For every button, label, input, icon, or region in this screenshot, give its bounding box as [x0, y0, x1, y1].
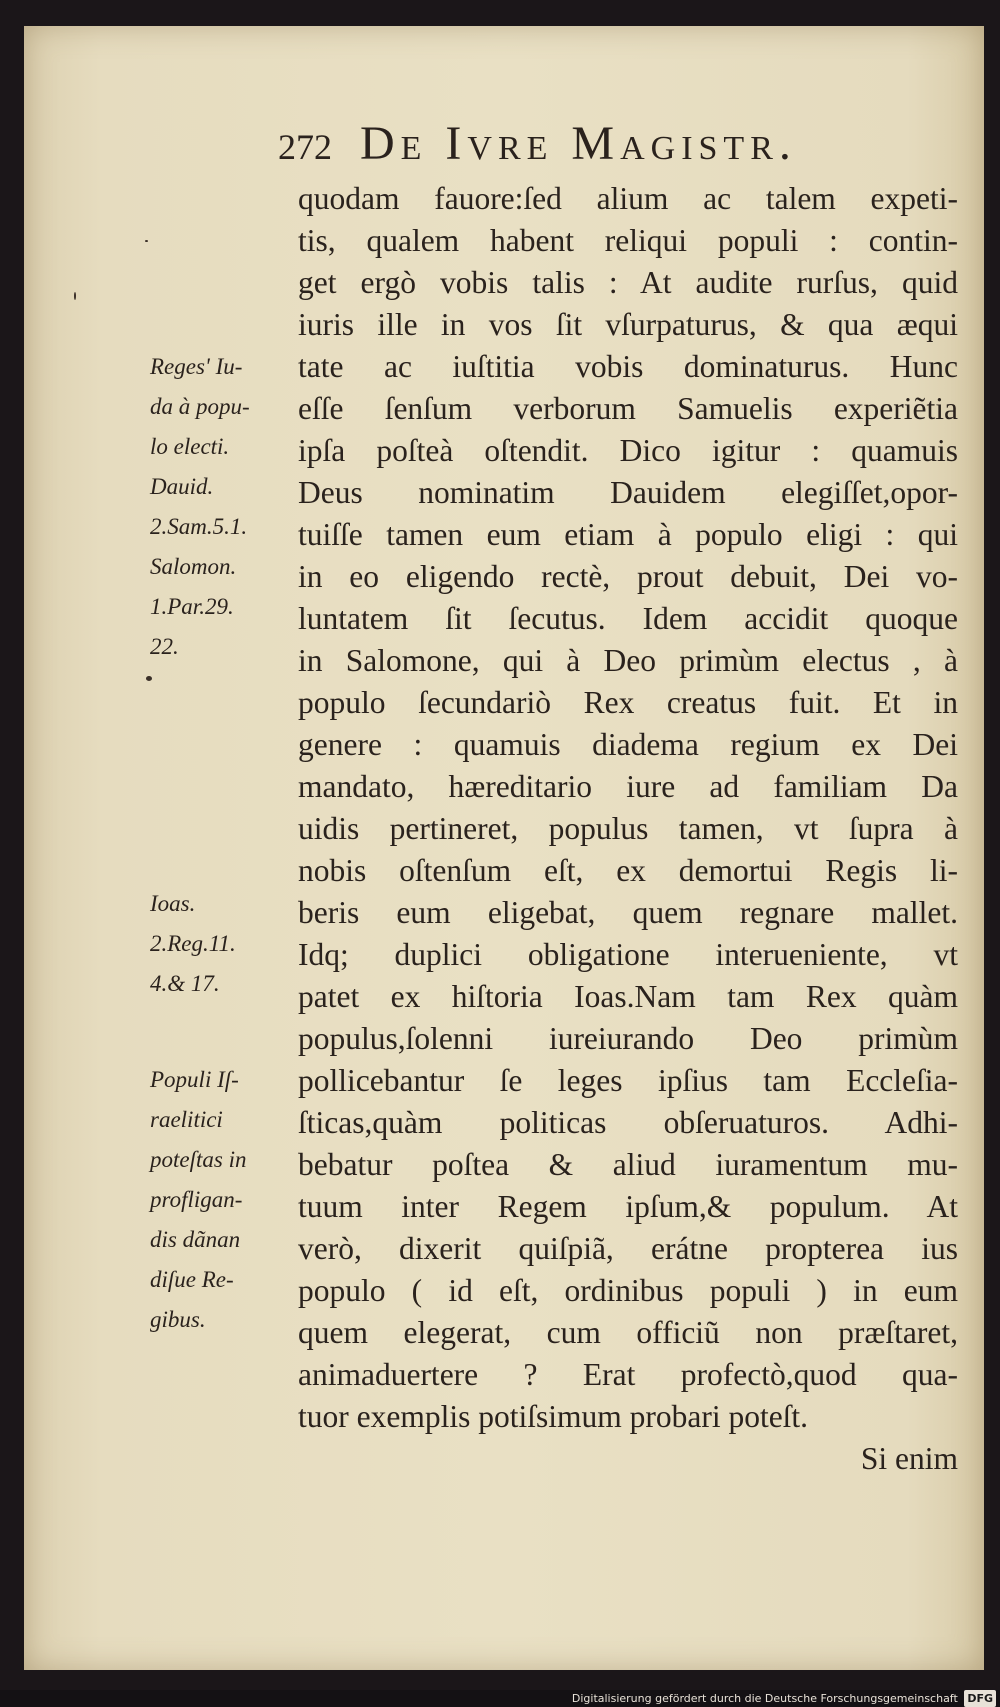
- text-line: tis, qualem habent reliqui populi : contin-: [298, 223, 958, 258]
- dfg-logo: DFG: [964, 1690, 996, 1707]
- margin-note-line: gibus.: [150, 1307, 206, 1332]
- margin-note-line: 22.: [150, 634, 179, 659]
- text-line: quodam fauore:ſed alium ac talem expeti-: [298, 181, 958, 216]
- ink-speck: [146, 676, 152, 681]
- text-line: populus,ſolenni iureiurando Deo primùm: [298, 1021, 958, 1056]
- margin-note-line: Populi Iſ-: [150, 1067, 239, 1092]
- text-line: tuiſſe tamen eum etiam à populo eligi : qui: [298, 517, 958, 552]
- margin-note-line: raelitici: [150, 1107, 223, 1132]
- text-line: tuor exemplis potiſsimum probari poteſt.: [298, 1399, 809, 1434]
- text-line: ipſa poſteà oſtendit. Dico igitur : quamuis: [298, 433, 958, 468]
- margin-note-populi: [150, 1060, 278, 1340]
- margin-note-line: Ioas.: [150, 891, 196, 916]
- catchword: Si enim: [860, 1441, 958, 1476]
- digitization-footer: [572, 1690, 996, 1707]
- page-header: [278, 116, 958, 176]
- text-line: in Salomone, qui à Deo primùm electus , à: [298, 643, 958, 678]
- text-line: iuris ille in vos ſit vſurpaturus, & qua æqui: [298, 307, 958, 342]
- text-line: luntatem ſit ſecutus. Idem accidit quoque: [298, 601, 958, 636]
- text-line: get ergò vobis talis : At audite rurſus, quid: [298, 265, 958, 300]
- ink-speck: [145, 240, 148, 242]
- text-line: quem elegerat, cum officiũ non præſtaret,: [298, 1315, 958, 1350]
- text-line: populo ( id eſt, ordinibus populi ) in eum: [298, 1273, 958, 1308]
- margin-note-line: diſue Re-: [150, 1267, 234, 1292]
- margin-note-line: poteſtas in: [150, 1147, 247, 1172]
- text-line: nobis oſtenſum eſt, ex demortui Regis li-: [298, 853, 958, 888]
- margin-note-line: Dauid.: [150, 474, 214, 499]
- text-line: bebatur poſtea & aliud iuramentum mu-: [298, 1147, 958, 1182]
- margin-note-line: 1.Par.29.: [150, 594, 234, 619]
- margin-note-line: lo electi.: [150, 434, 230, 459]
- text-line: populo ſecundariò Rex creatus fuit. Et in: [298, 685, 958, 720]
- text-line: pollicebantur ſe leges ipſius tam Eccleſia-: [298, 1063, 958, 1098]
- folio-number: 272: [278, 127, 332, 167]
- margin-note-line: 2.Sam.5.1.: [150, 514, 248, 539]
- margin-note-line: Salomon.: [150, 554, 237, 579]
- margin-note-line: profligan-: [150, 1187, 243, 1212]
- text-line: in eo eligendo rectè, prout debuit, Dei vo-: [298, 559, 958, 594]
- text-line: beris eum eligebat, quem regnare mallet.: [298, 895, 958, 930]
- margin-note-line: Reges' Iu-: [150, 354, 243, 379]
- running-title: De Ivre Magistr.: [360, 117, 797, 170]
- text-line: Idq; duplici obligatione interueniente, vt: [298, 937, 958, 972]
- margin-note-line: da à popu-: [150, 394, 250, 419]
- margin-note-ioas: [150, 884, 278, 1004]
- text-line: genere : quamuis diadema regium ex Dei: [298, 727, 958, 762]
- text-line: tate ac iuſtitia vobis dominaturus. Hunc: [298, 349, 958, 384]
- margin-note-line: 4.& 17.: [150, 971, 220, 996]
- margin-note-reges: [150, 347, 278, 667]
- text-line: eſſe ſenſum verborum Samuelis experiẽtia: [298, 391, 958, 426]
- margin-note-line: dis dãnan: [150, 1227, 241, 1252]
- text-line: uidis pertineret, populus tamen, vt ſupra à: [298, 811, 958, 846]
- footer-credit: Digitalisierung gefördert durch die Deutsche Forschungsgemeinschaft: [571, 1692, 958, 1705]
- margin-note-line: 2.Reg.11.: [150, 931, 236, 956]
- text-line: patet ex hiſtoria Ioas.Nam tam Rex quàm: [298, 979, 958, 1014]
- text-line: animaduertere ? Erat profectò,quod qua-: [298, 1357, 958, 1392]
- ink-speck: [74, 292, 76, 300]
- text-line: Deus nominatim Dauidem elegiſſet,opor-: [298, 475, 958, 510]
- text-line: mandato, hæreditario iure ad familiam Da: [298, 769, 958, 804]
- text-line: tuum inter Regem ipſum,& populum. At: [298, 1189, 958, 1224]
- text-line: ſticas,quàm politicas obſeruaturos. Adhi-: [298, 1105, 958, 1140]
- text-line: verò, dixerit quiſpiã, erátne propterea ius: [298, 1231, 958, 1266]
- body-text: [298, 178, 958, 1480]
